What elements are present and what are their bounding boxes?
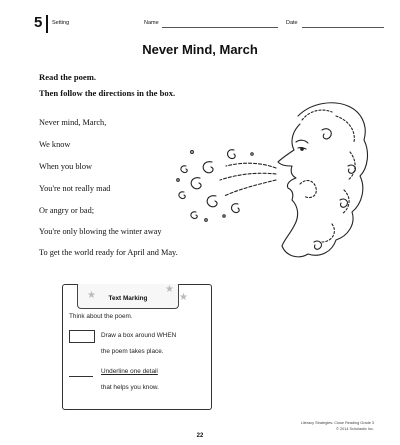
unit-number: 5 [34, 14, 43, 31]
name-field[interactable] [162, 27, 278, 28]
poem-line: When you blow [39, 162, 92, 171]
underline-marker-icon [69, 376, 93, 377]
instruction-line: Then follow the directions in the box. [39, 88, 176, 98]
task-box-line1: Draw a box around WHEN [101, 332, 177, 339]
task-underline-line2: that helps you know. [101, 384, 159, 391]
text-marking-box [62, 284, 212, 410]
poem-line: Never mind, March, [39, 118, 107, 127]
star-icon: ★ [87, 290, 96, 301]
text-marking-title: Text Marking [108, 295, 148, 302]
box-marker-icon [69, 330, 95, 343]
unit-label: Setting [52, 20, 70, 26]
date-field[interactable] [302, 27, 384, 28]
poem-line: To get the world ready for April and May. [39, 248, 178, 257]
task-box-line2: the poem takes place. [101, 348, 164, 355]
name-label: Name [144, 20, 159, 26]
poem-line: You're not really mad [39, 184, 111, 193]
poem-line: You're only blowing the winter away [39, 227, 162, 236]
poem-line: Or angry or bad; [39, 206, 95, 215]
task-underline-line1: Underline one detail [101, 368, 158, 375]
footer-copyright: © 2014 Scholastic Inc. [336, 427, 374, 431]
instruction-line: Read the poem. [39, 72, 97, 82]
wind-face-illustration [172, 96, 372, 274]
unit-divider [46, 15, 48, 33]
page-number: 22 [196, 433, 204, 439]
star-icon: ★ [179, 292, 188, 303]
page-title: Never Mind, March [142, 42, 258, 57]
marking-prompt: Think about the poem. [69, 313, 133, 320]
footer-credit: Literacy Strategies: Close Reading Grade 3 [300, 421, 374, 425]
star-icon: ★ [165, 284, 174, 295]
poem-line: We know [39, 140, 71, 149]
date-label: Date [286, 20, 298, 26]
